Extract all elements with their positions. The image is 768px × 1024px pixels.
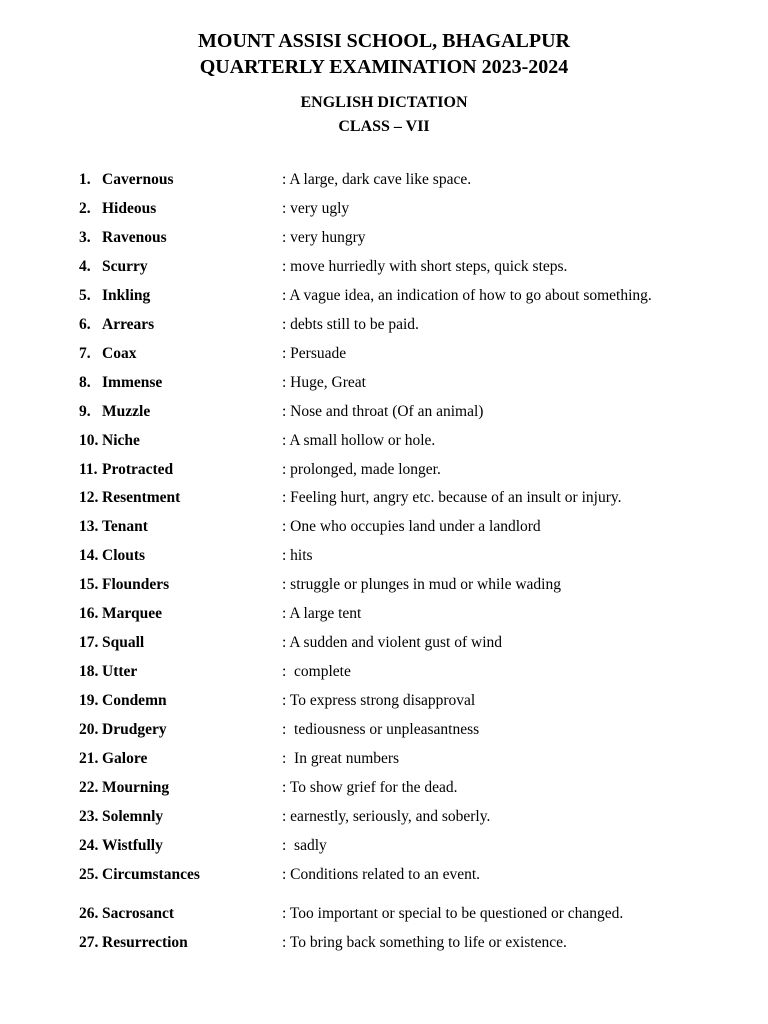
list-item (0, 690, 768, 712)
item-definition: : Huge, Great (282, 373, 366, 391)
item-definition: : earnestly, seriously, and soberly. (282, 807, 491, 825)
item-word: Galore (102, 750, 148, 767)
item-word: Circumstances (102, 865, 200, 883)
item-definition: : A vague idea, an indication of how to go about something. (282, 286, 652, 304)
item-definition: : Feeling hurt, angry etc. because of an insult or injury. (282, 489, 622, 507)
item-word: Utter (102, 663, 138, 681)
list-item (0, 632, 768, 654)
item-definition: : A sudden and violent gust of wind (282, 634, 503, 652)
item-number: 10. (79, 431, 99, 449)
item-definition: : To bring back something to life or existence. (282, 934, 567, 951)
item-number: 4. (79, 257, 91, 275)
item-number: 22. (79, 778, 99, 796)
item-definition: : Persuade (282, 344, 347, 362)
list-item (0, 777, 768, 799)
list-item (0, 574, 768, 596)
item-definition: : prolonged, made longer. (282, 460, 441, 478)
list-item (0, 198, 768, 220)
item-definition: : sadly (282, 836, 327, 854)
item-definition: : To express strong disapproval (282, 692, 476, 710)
item-word: Marquee (102, 605, 162, 623)
list-item (0, 459, 768, 481)
item-number: 19. (79, 692, 99, 710)
list-item (0, 372, 768, 394)
list-item (0, 487, 768, 509)
item-word: Solemnly (102, 807, 164, 825)
item-definition: : Too important or special to be questioned or changed. (282, 905, 624, 922)
list-item (0, 285, 768, 307)
list-item (0, 748, 768, 770)
item-word: Squall (102, 634, 145, 652)
subject-title: ENGLISH DICTATION (300, 94, 468, 111)
list-item (0, 806, 768, 828)
item-word: Scurry (102, 257, 148, 275)
item-definition: : To show grief for the dead. (282, 778, 458, 796)
item-word: Wistfully (102, 836, 163, 854)
item-word: Condemn (102, 692, 167, 710)
item-number: 13. (79, 518, 99, 536)
list-item (0, 314, 768, 336)
item-word: Flounders (102, 576, 170, 594)
item-number: 15. (79, 576, 99, 594)
item-number: 17. (79, 634, 99, 652)
item-number: 9. (79, 402, 91, 420)
item-number: 2. (79, 199, 91, 217)
list-item (0, 719, 768, 741)
list-item (0, 835, 768, 857)
item-number: 18. (79, 663, 99, 681)
item-number: 21. (79, 750, 99, 767)
list-item (0, 227, 768, 249)
class-title: CLASS – VII (338, 118, 430, 135)
item-word: Sacrosanct (102, 905, 175, 922)
item-number: 5. (79, 286, 91, 304)
item-definition: : A large, dark cave like space. (282, 171, 472, 188)
item-definition: : struggle or plunges in mud or while wading (282, 576, 561, 594)
item-definition: : very ugly (282, 199, 350, 217)
item-definition: : hits (282, 547, 313, 565)
list-item (0, 903, 768, 925)
list-item (0, 932, 768, 954)
item-word: Arrears (102, 315, 155, 333)
item-number: 6. (79, 315, 91, 333)
item-number: 8. (79, 373, 91, 391)
school-name: MOUNT ASSISI SCHOOL, BHAGALPUR (198, 30, 570, 52)
list-item (0, 169, 768, 191)
item-word: Clouts (102, 547, 146, 565)
item-definition: : very hungry (282, 228, 366, 246)
item-word: Hideous (102, 199, 157, 217)
list-item (0, 516, 768, 538)
item-number: 12. (79, 489, 99, 507)
item-definition: : Nose and throat (Of an animal) (282, 402, 484, 420)
item-word: Drudgery (102, 721, 167, 739)
item-number: 14. (79, 547, 99, 565)
item-definition: : Conditions related to an event. (282, 865, 481, 883)
item-word: Muzzle (102, 402, 151, 420)
item-word: Resurrection (102, 934, 188, 951)
item-word: Mourning (102, 778, 170, 796)
item-definition: : tediousness or unpleasantness (282, 721, 480, 739)
item-number: 1. (79, 171, 91, 188)
item-number: 7. (79, 344, 91, 362)
item-definition: : move hurriedly with short steps, quick steps. (282, 257, 568, 275)
item-definition: : A large tent (282, 605, 362, 623)
list-item (0, 661, 768, 683)
item-number: 16. (79, 605, 99, 623)
item-word: Resentment (102, 489, 181, 507)
list-item (0, 401, 768, 423)
item-definition: : A small hollow or hole. (282, 431, 436, 449)
item-number: 23. (79, 807, 99, 825)
item-word: Coax (102, 344, 137, 362)
item-number: 24. (79, 836, 99, 854)
item-definition: : debts still to be paid. (282, 315, 419, 333)
item-word: Niche (102, 431, 140, 449)
item-word: Cavernous (102, 171, 174, 188)
list-item (0, 864, 768, 886)
list-item (0, 256, 768, 278)
item-word: Inkling (102, 286, 151, 304)
item-word: Protracted (102, 460, 174, 478)
item-definition: : One who occupies land under a landlord (282, 518, 541, 536)
item-word: Tenant (102, 518, 148, 536)
item-definition: : In great numbers (282, 750, 400, 767)
item-number: 11. (79, 460, 98, 478)
item-number: 3. (79, 228, 91, 246)
item-definition: : complete (282, 663, 351, 681)
list-item (0, 343, 768, 365)
item-number: 27. (79, 934, 99, 951)
item-number: 25. (79, 865, 99, 883)
item-number: 20. (79, 721, 99, 739)
exam-title: QUARTERLY EXAMINATION 2023-2024 (199, 56, 569, 78)
item-word: Ravenous (102, 228, 167, 246)
list-item (0, 545, 768, 567)
list-item (0, 603, 768, 625)
list-item (0, 430, 768, 452)
item-number: 26. (79, 905, 99, 922)
item-word: Immense (102, 373, 163, 391)
